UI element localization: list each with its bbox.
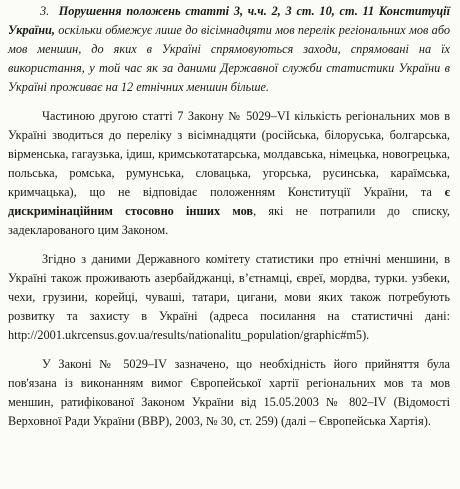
paragraph-text-end: , які не потрапили до списку, задекларованого цим Законом. — [8, 204, 450, 237]
paragraph-text: Згідно з даними Державного комітету статистики про етнічні меншини, в Україні також проживають азербайджанці, в’єтнамці, євреї, мордва, турки. узбеки, чехи, грузини, корейці, чуваші, татари, цигани, мови яких також потребують розвитку та захисту в Україні (адреса посилання на статистичні дані: — [8, 252, 450, 323]
document-page — [8, 2, 450, 431]
paragraph-statistics — [8, 250, 450, 345]
paragraph-text: Частиною другою статті 7 Закону № 5029–VI кількість регіональних мов в Україні зводиться до переліку з вісімнадцяти (російська, білоруська, болгарська, вірменська, гагаузька, ідиш, кримськотатарська, молдавська, німецька, новогрецька, польська, ромська, румунська, словацька, угорська, русинська, караїмська, кримчацька), що не відповідає положенням Конституції України, та — [8, 109, 450, 199]
paragraph-point-3 — [8, 2, 450, 97]
paragraph-european-charter — [8, 355, 450, 431]
paragraph-text: У Законі № 5029–IV зазначено, що необхідність його прийняття була пов'язана із виконанням вимог Європейської хартії регіональних мов та мов меншин, ратифікованої Законом України від 15.05.2003 № 802–IV (Відомості Верховної Ради України (ВВР), 2003, № 30, ст. 259) (далі – Європейська Хартія). — [8, 357, 450, 428]
point-bold-lead: Порушення положень статті 3, ч.ч. 2, 3 ст. 10, ст. 11 Конституції України, — [8, 4, 450, 37]
statistics-link: http://2001.ukrcensus.gov.ua/results/nationalitu_population/graphic#m5 — [8, 328, 363, 342]
bold-phrase: є дискримінаційним стосовно інших мов — [8, 185, 450, 218]
paragraph-language-list — [8, 107, 450, 240]
point-text: оскільки обмежує лише до вісімнадцяти мов перелік регіональних мов або мов меншин, до яких в Україні спрямовуються заходи, спрямовані на їх використання, у той час як за даними Державної служби статистики України в Україні проживає на 12 етнічних меншин більше. — [8, 23, 450, 94]
paragraph-text-end: ). — [362, 328, 370, 342]
point-number: 3. — [40, 4, 50, 18]
